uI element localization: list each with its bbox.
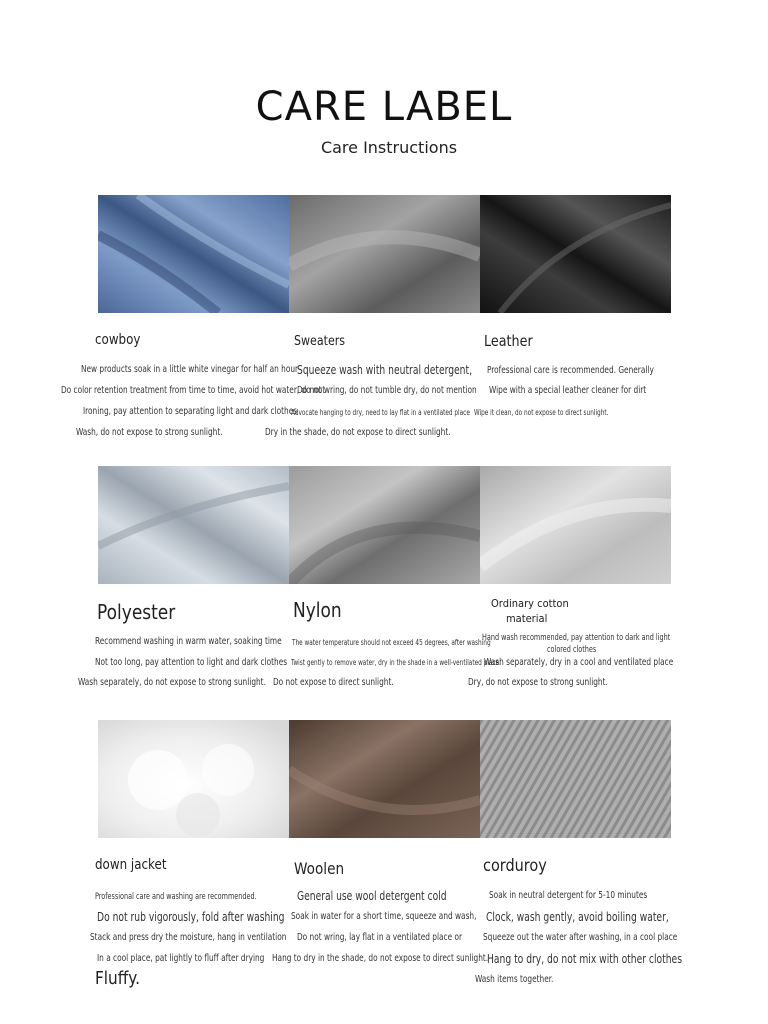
polyester-swatch: [98, 466, 289, 584]
care-line: Do not expose to direct sunlight.: [273, 677, 394, 688]
care-line: Hang to dry, do not mix with other clothes: [487, 952, 682, 966]
care-line: Hand wash recommended, pay attention to dark and light: [482, 633, 671, 643]
material-name-polyester: Polyester: [97, 600, 176, 624]
care-line: Ironing, pay attention to separating light and dark clothes: [83, 406, 298, 417]
care-line: Wash separately, do not expose to strong sunlight.: [78, 677, 266, 688]
nylon-swatch: [289, 466, 480, 584]
care-line: Recommend washing in warm water, soaking time: [95, 636, 282, 647]
material-name-cowboy: cowboy: [95, 332, 141, 348]
care-line: Soak in water for a short time, squeeze and wash,: [291, 911, 477, 922]
material-name-cotton: Ordinary cotton: [491, 597, 569, 610]
care-line: Twist gently to remove water, dry in the shade in a well-ventilated place.: [291, 658, 501, 667]
material-name-down-jacket: down jacket: [95, 857, 167, 873]
care-line: Dry in the shade, do not expose to direct sunlight.: [265, 427, 451, 438]
care-line: Wash, do not expose to strong sunlight.: [76, 427, 223, 438]
care-line: Do color retention treatment from time to time, avoid hot water, do not: [61, 385, 326, 396]
material-name-cotton-line2: material: [506, 612, 548, 625]
care-line: Wipe with a special leather cleaner for dirt: [489, 385, 647, 396]
care-line: Wipe it clean, do not expose to direct sunlight.: [474, 408, 609, 417]
care-line: New products soak in a little white vinegar for half an hour: [81, 364, 299, 375]
care-line: Squeeze wash with neutral detergent,: [297, 363, 473, 377]
down-swatch: [98, 720, 289, 838]
care-line: Stack and press dry the moisture, hang in ventilation: [90, 932, 287, 943]
corduroy-swatch: [480, 720, 671, 838]
care-line: In a cool place, pat lightly to fluff after drying: [97, 953, 265, 964]
care-line: Wash separately, dry in a cool and ventilated place: [484, 657, 674, 668]
care-line: Squeeze out the water after washing, in a cool place: [483, 932, 678, 943]
care-line-fluffy: Fluffy.: [95, 968, 141, 989]
care-line: The water temperature should not exceed 45 degrees, after washing: [292, 638, 491, 647]
wool-swatch: [289, 720, 480, 838]
care-line: Do not wring, lay flat in a ventilated place or: [297, 932, 463, 943]
material-name-sweaters: Sweaters: [294, 334, 346, 349]
care-line: Dry, do not expose to strong sunlight.: [468, 677, 608, 688]
care-line: Professional care is recommended. Generally: [487, 365, 654, 376]
material-name-nylon: Nylon: [293, 598, 342, 622]
care-line: Advocate hanging to dry, need to lay flat in a ventilated place: [291, 408, 470, 417]
care-line: Soak in neutral detergent for 5-10 minutes: [489, 890, 648, 901]
page-title: CARE LABEL: [255, 84, 513, 130]
care-line: Wash items together.: [475, 974, 554, 985]
knit-swatch: [289, 195, 480, 313]
material-name-corduroy: corduroy: [483, 856, 547, 876]
leather-swatch: [480, 195, 671, 313]
care-line: Do not wring, do not tumble dry, do not mention: [297, 385, 477, 396]
care-line: General use wool detergent cold: [297, 889, 447, 903]
page-subtitle: Care Instructions: [320, 138, 458, 157]
care-line: Professional care and washing are recommended.: [95, 892, 257, 902]
care-line: Clock, wash gently, avoid boiling water,: [486, 910, 669, 924]
care-line: colored clothes: [547, 645, 597, 655]
material-name-leather: Leather: [484, 332, 533, 350]
cotton-swatch: [480, 466, 671, 584]
care-line: Not too long, pay attention to light and dark clothes: [95, 657, 288, 668]
care-line: Do not rub vigorously, fold after washing: [97, 910, 285, 924]
care-line: Hang to dry in the shade, do not expose to direct sunlight.: [272, 953, 489, 964]
material-name-woolen: Woolen: [294, 859, 345, 878]
denim-swatch: [98, 195, 289, 313]
